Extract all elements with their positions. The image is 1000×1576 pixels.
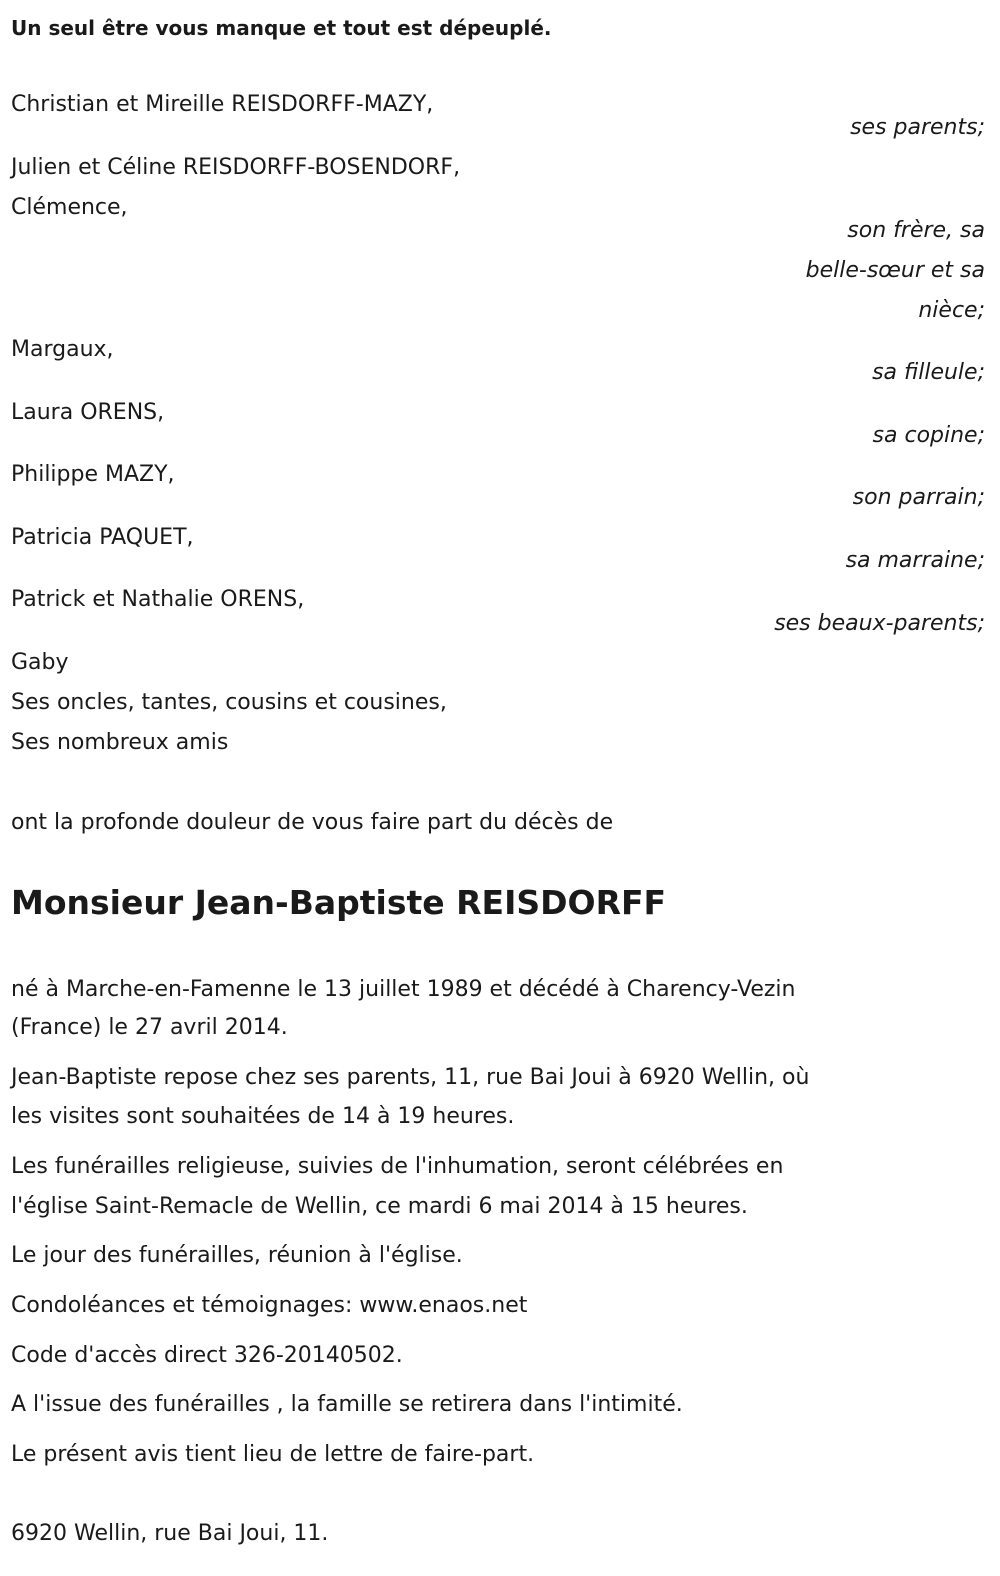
family-relation: sa copine; [872, 423, 985, 448]
family-name: Christian et Mireille REISDORFF-MAZY, [11, 92, 434, 117]
family-name: Clémence, [11, 195, 128, 220]
paragraph-line: A l'issue des funérailles , la famille se retirera dans l'intimité. [11, 1392, 683, 1417]
family-name: Patrick et Nathalie ORENS, [11, 587, 305, 612]
family-relation: son parrain; [852, 485, 985, 510]
family-relation: nièce; [918, 298, 985, 323]
family-relation: sa marraine; [845, 548, 985, 573]
paragraph-line: Le présent avis tient lieu de lettre de faire-part. [11, 1442, 535, 1467]
family-relation: ses parents; [850, 115, 985, 140]
family-name: Laura ORENS, [11, 400, 165, 425]
family-name: Margaux, [11, 337, 114, 362]
paragraph-line: Jean-Baptiste repose chez ses parents, 11, rue Bai Joui à 6920 Wellin, où [11, 1065, 810, 1090]
family-name: Patricia PAQUET, [11, 525, 194, 550]
family-name: Philippe MAZY, [11, 462, 175, 487]
address: 6920 Wellin, rue Bai Joui, 11. [11, 1521, 329, 1546]
family-relation: sa filleule; [872, 360, 985, 385]
others-line: Ses nombreux amis [11, 730, 229, 755]
paragraph-line: l'église Saint-Remacle de Wellin, ce mardi 6 mai 2014 à 15 heures. [11, 1194, 748, 1219]
others-line: Ses oncles, tantes, cousins et cousines, [11, 690, 447, 715]
paragraph-line: Code d'accès direct 326-20140502. [11, 1343, 403, 1368]
condolences-link[interactable]: Condoléances et témoignages: www.enaos.net [11, 1293, 528, 1318]
family-relation: belle-sœur et sa [805, 258, 985, 283]
family-relation: ses beaux-parents; [774, 611, 985, 636]
paragraph-line: Le jour des funérailles, réunion à l'église. [11, 1243, 463, 1268]
deceased-name: Monsieur Jean-Baptiste REISDORFF [11, 883, 667, 922]
others-line: Gaby [11, 650, 69, 675]
paragraph-line: les visites sont souhaitées de 14 à 19 heures. [11, 1104, 515, 1129]
epigraph: Un seul être vous manque et tout est dépeuplé. [11, 16, 552, 40]
family-relation: son frère, sa [847, 218, 985, 243]
family-name: Julien et Céline REISDORFF-BOSENDORF, [11, 155, 461, 180]
announcement: ont la profonde douleur de vous faire part du décès de [11, 810, 614, 835]
paragraph-line: né à Marche-en-Famenne le 13 juillet 1989 et décédé à Charency-Vezin [11, 977, 796, 1002]
paragraph-line: (France) le 27 avril 2014. [11, 1015, 288, 1040]
paragraph-line: Les funérailles religieuse, suivies de l'inhumation, seront célébrées en [11, 1154, 784, 1179]
